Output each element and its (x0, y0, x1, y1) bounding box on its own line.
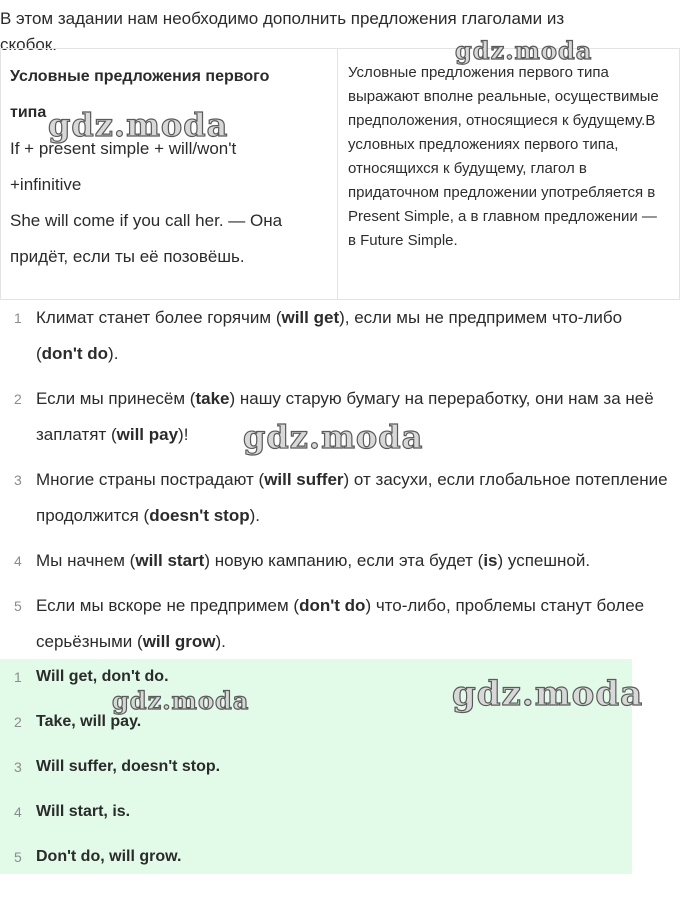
sentence-text: Климат станет более горячим ( (36, 308, 282, 327)
sentence-text: ). (108, 344, 119, 363)
item-number: 4 (14, 804, 22, 820)
verb-form: will suffer (264, 470, 344, 489)
watermark-logo: gdz.moda (243, 418, 424, 456)
item-number: 2 (14, 714, 22, 730)
watermark-logo: gdz.moda (112, 686, 250, 715)
sentence-text: ), если мы не предпримем что-либо ( (36, 308, 623, 363)
watermark-logo: gdz.moda (452, 674, 644, 714)
answer-text: Take, will pay. (36, 713, 142, 730)
sentence-text: ). (249, 506, 260, 525)
sentence-list (0, 300, 680, 669)
rule-table (0, 48, 680, 300)
sentence-text: ) успешной. (497, 551, 591, 570)
item-number: 3 (14, 759, 22, 775)
sentence-text: ) нашу старую бумагу на переработку, они нам за неё заплатят ( (36, 389, 654, 444)
intro-line: В этом задании нам необходимо дополнить предложения глаголами из (0, 9, 565, 28)
answer-text: Will get, don't do. (36, 668, 169, 685)
sentence-text: ). (215, 632, 226, 651)
answer-item (0, 839, 680, 884)
list-item (0, 462, 680, 534)
sentence-text: ) новую кампанию, если эта будет ( (204, 551, 484, 570)
watermark-logo: gdz.moda (48, 106, 229, 144)
list-item (0, 588, 680, 660)
rule-example-2: придёт, если ты её позовёшь. (10, 247, 245, 266)
answer-text: Will suffer, doesn't stop. (36, 758, 221, 775)
item-number: 5 (14, 598, 22, 614)
list-item (0, 543, 680, 579)
intro-line-clipped: скобок. (0, 35, 57, 54)
item-number: 3 (14, 472, 22, 488)
item-number: 1 (14, 310, 22, 326)
answer-text: Don't do, will grow. (36, 848, 182, 865)
item-number: 4 (14, 553, 22, 569)
item-number: 2 (14, 391, 22, 407)
item-number: 1 (14, 669, 22, 685)
sentence-text: Многие страны пострадают ( (36, 470, 265, 489)
sentence-text: ) что-либо, проблемы станут более серьёзными ( (36, 596, 645, 651)
verb-form: take (195, 389, 230, 408)
rule-cell-left (0, 49, 338, 299)
rule-example-1: She will come if you call her. — Она (10, 211, 283, 230)
rule-description: Условные предложения первого типа выражают вполне реальные, осуществимые предположения, относящиеся к будущему.В условных предложениях первого типа, относящихся к будущему, глагол в придаточном предложении употребляется в Present Simple, а в главном предложении — в Future Simple. (338, 49, 680, 299)
list-item (0, 300, 680, 372)
verb-form: will start (135, 551, 205, 570)
rule-formula-2: +infinitive (10, 175, 82, 194)
answer-item (0, 794, 680, 839)
watermark-logo: gdz.moda (455, 36, 593, 65)
sentence-text: ) от засухи, если глобальное потепление продолжится ( (36, 470, 668, 525)
rule-title: Условные предложения первого типа (10, 68, 270, 121)
answer-item (0, 749, 680, 794)
sentence-text: )! (178, 425, 189, 444)
verb-form: will pay (116, 425, 179, 444)
verb-form: is (483, 551, 498, 570)
verb-form: don't do (299, 596, 366, 615)
sentence-text: Если мы принесём ( (36, 389, 196, 408)
verb-form: will get (281, 308, 340, 327)
answer-text: Will start, is. (36, 803, 131, 820)
verb-form: doesn't stop (149, 506, 250, 525)
sentence-text: Если мы вскоре не предпримем ( (36, 596, 300, 615)
rule-formula-1: If + present simple + will/won't (10, 139, 237, 158)
item-number: 5 (14, 849, 22, 865)
sentence-text: Мы начнем ( (36, 551, 136, 570)
verb-form: will grow (142, 632, 216, 651)
verb-form: don't do (41, 344, 109, 363)
